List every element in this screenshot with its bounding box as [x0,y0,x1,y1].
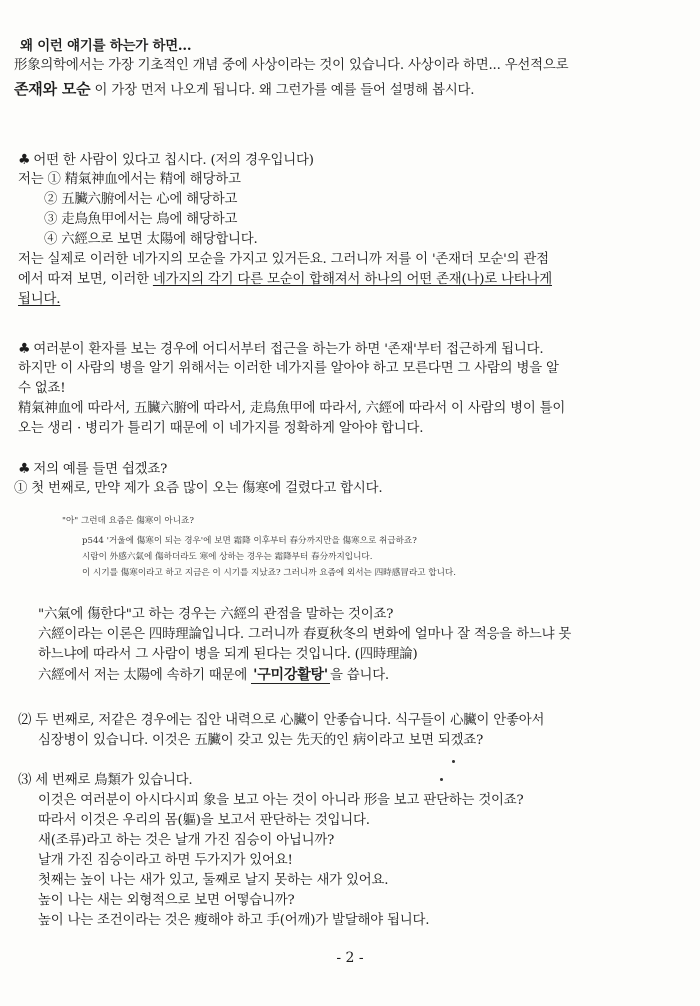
handwritten-prescription: '구미강활탕' [253,667,328,683]
section4-line-2: 심장병이 있습니다. 이것은 五臟이 갖고 있는 先天的인 病이라고 보면 되겠죠? [38,733,484,748]
section3-line-5: 하느냐에 따라서 그 사람이 병을 되게 된다는 것입니다. (四時理論) [38,647,418,662]
section3-line-3: "六氣에 傷한다"고 하는 경우는 六經의 관점을 말하는 것이죠? [38,607,394,622]
intro-line-3 [14,80,474,100]
section5-line-3: 따라서 이것은 우리의 몸(軀)을 보고서 판단하는 것입니다. [38,813,370,828]
note-line-3: 시람이 外感六氣에 傷하더라도 寒에 상하는 경우는 霜降부터 春分까지입니다. [82,552,373,562]
section1-line-8: 됩니다. [18,292,61,307]
note-line-1: "아" 그런데 요즘은 傷寒이 아니죠? [62,516,194,526]
section3-line-6-post: 을 씁니다. [329,668,389,683]
section3-line-6 [38,666,389,685]
section5-line-8: 높이 나는 조건이라는 것은 瘦해야 하고 手(어깨)가 발달해야 됩니다. [38,913,430,928]
section1-item-1: 저는 ① 精氣神血에서는 精에 해당하고 [18,172,241,187]
section5-line-5: 날개 가진 짐승이라고 하면 두가지가 있어요! [38,853,293,868]
section2-line-3: 수 없죠! [18,381,66,396]
section1-line-6: 저는 실제로 이러한 네가지의 모순을 가지고 있거든요. 그러니까 저를 이 '존재더 모순'의 관점 [18,252,549,267]
section5-line-7: 높이 나는 새는 외형적으로 보면 어떻습니까? [38,893,295,908]
section1-item-4: ④ 六經으로 보면 太陽에 해당합니다. [44,232,258,247]
intro-line-2: 形象의학에서는 가장 기초적인 개념 중에 사상이라는 것이 있습니다. 사상이라 하면... 우선적으로 [14,58,569,73]
section1-item-2: ② 五臟六腑에서는 心에 해당하고 [44,192,238,207]
section1-heading: 어떤 한 사람이 있다고 칩시다. (저의 경우입니다) [33,153,314,168]
section2-line-5: 오는 생리 · 병리가 틀리기 때문에 이 네가지를 정확하게 알아야 합니다. [18,421,424,436]
section1-line-7 [18,271,552,289]
section2-line-1 [18,340,543,359]
section3-line-1 [18,460,167,479]
intro-line-1: 왜 이런 얘기를 하는가 하면... [20,38,192,54]
scan-speck [452,760,455,763]
section2-line-4: 精氣神血에 따라서, 五臟六腑에 따라서, 走鳥魚甲에 따라서, 六經에 따라서 이 사람의 병이 틀이 [18,401,566,416]
section3-heading: 저의 예를 들면 쉽겠죠? [33,462,168,477]
page-number: - 2 - [336,950,364,966]
intro-line-3-rest: 이 가장 먼저 나오게 됩니다. 왜 그런가를 예를 들어 설명해 봅시다. [94,83,475,98]
section4-line-1: ⑵ 두 번째로, 저같은 경우에는 집안 내력으로 心臟이 안좋습니다. 식구들이 心臟이 안좋아서 [18,713,545,728]
section2-line-2: 하지만 이 사람의 병을 알기 위해서는 이러한 네가지를 알아야 하고 모른다면 그 사람의 병을 알 [18,361,559,376]
section1-underlined-phrase: 네가지의 각기 다른 모순이 합해져서 하나의 어떤 존재(나)로 나타나게 [152,272,552,287]
section5-line-2: 이것은 여러분이 아시다시피 象을 보고 아는 것이 아니라 形을 보고 판단하는 것이죠? [38,793,524,808]
club-bullet-icon: ♣ [18,461,31,477]
section1-line-7-plain: 에서 따져 보면, 이러한 [18,272,153,287]
scan-speck [440,778,443,781]
note-line-2: p544 '거울에 傷寒이 되는 경우'에 보면 霜降 이후부터 春分까지만을 傷寒으로 취급하죠? [82,536,417,546]
section3-line-6-pre: 六經에서 저는 太陽에 속하기 때문에 [38,668,252,683]
club-bullet-icon: ♣ [18,152,31,168]
section3-line-4: 六經이라는 이론은 四時理論입니다. 그러니까 春夏秋冬의 변화에 얼마나 잘 적응을 하느냐 못 [38,627,572,642]
section5-line-1: ⑶ 세 번째로 鳥類가 있습니다. [18,773,193,788]
note-line-4: 이 시기를 傷寒이라고 하고 지금은 이 시기를 지났죠? 그러니까 요즘에 외서는 四時感冒라고 합니다. [82,568,456,578]
section2-heading: 여러분이 환자를 보는 경우에 어디서부터 접근을 하는가 하면 '존재'부터 접근하게 됩니다. [33,342,544,357]
section1-line-1 [18,151,314,170]
section1-item-3: ③ 走鳥魚甲에서는 鳥에 해당하고 [44,212,238,227]
section5-line-4: 새(조류)라고 하는 것은 날개 가진 짐승이 아닙니까? [38,833,335,848]
section5-line-6: 첫째는 높이 나는 새가 있고, 둘째로 날지 못하는 새가 있어요. [38,873,389,888]
club-bullet-icon: ♣ [18,341,31,357]
section3-line-2: ① 첫 번째로, 만약 제가 요즘 많이 오는 傷寒에 걸렸다고 합시다. [14,481,383,496]
intro-emphasis: 존재와 모순 [14,80,91,98]
